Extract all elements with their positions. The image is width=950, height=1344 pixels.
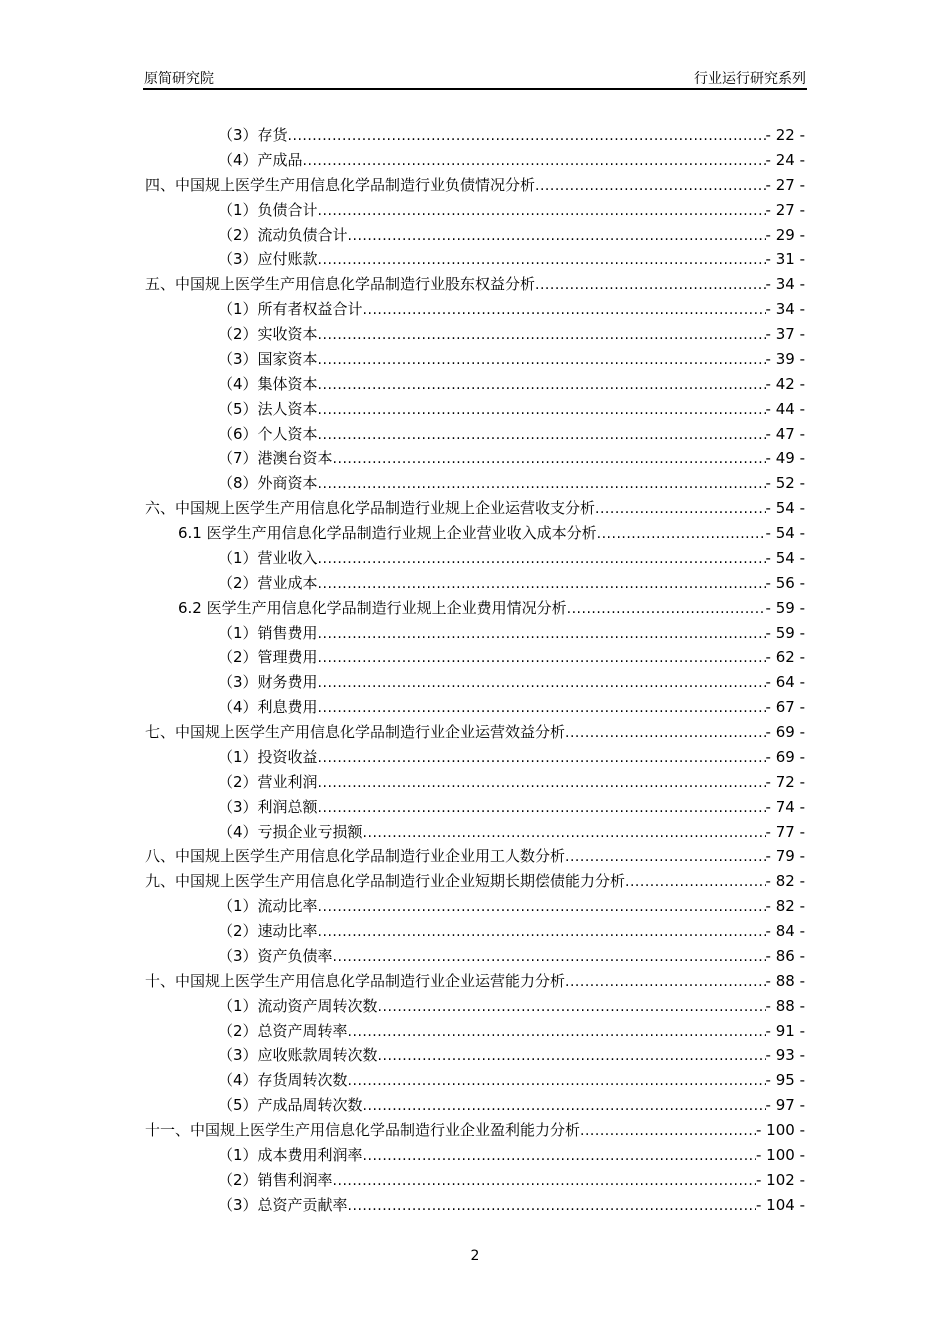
toc-entry-title: （1）所有者权益合计 xyxy=(218,300,363,319)
toc-entry-title: （2）管理费用 xyxy=(218,648,318,667)
toc-entry-title: 六、中国规上医学生产用信息化学品制造行业规上企业运营收支分析 xyxy=(145,499,596,518)
dot-leader xyxy=(565,974,766,990)
toc-entry-title: （4）亏损企业亏损额 xyxy=(218,822,363,841)
toc-entry[interactable] xyxy=(145,447,805,472)
dot-leader xyxy=(318,327,766,343)
toc-entry-page: - 27 - xyxy=(765,175,805,194)
toc-entry-page: - 59 - xyxy=(765,598,805,617)
toc-entry[interactable] xyxy=(145,1069,805,1094)
toc-entry[interactable] xyxy=(145,174,805,199)
toc-entry-page: - 31 - xyxy=(765,250,805,269)
toc-entry-page: - 39 - xyxy=(765,349,805,368)
toc-entry[interactable] xyxy=(145,1044,805,1069)
toc-entry[interactable] xyxy=(145,423,805,448)
toc-entry-page: - 22 - xyxy=(765,126,805,144)
toc-entry-title: （3）应收账款周转次数 xyxy=(218,1046,378,1065)
toc-entry-page: - 97 - xyxy=(765,1096,805,1115)
toc-entry-page: - 82 - xyxy=(765,897,805,916)
header-divider xyxy=(143,88,807,90)
toc-entry[interactable] xyxy=(145,597,805,622)
toc-entry-title: （8）外商资本 xyxy=(218,474,318,493)
dot-leader xyxy=(595,501,766,517)
toc-entry-title: （3）利润总额 xyxy=(218,797,318,816)
toc-entry-title: （3）总资产贡献率 xyxy=(218,1195,348,1214)
toc-entry-title: （3）财务费用 xyxy=(218,673,318,692)
toc-entry-title: （1）负债合计 xyxy=(218,200,318,219)
toc-entry-page: - 100 - xyxy=(756,1145,805,1164)
dot-leader xyxy=(378,1048,766,1064)
toc-entry-page: - 95 - xyxy=(765,1071,805,1090)
toc-entry-page: - 74 - xyxy=(765,797,805,816)
toc-entry-title: （2）营业利润 xyxy=(218,772,318,791)
toc-entry-title: （4）集体资本 xyxy=(218,374,318,393)
toc-entry-page: - 104 - xyxy=(756,1195,805,1214)
toc-entry-page: - 29 - xyxy=(765,225,805,244)
toc-entry-title: 九、中国规上医学生产用信息化学品制造行业企业短期长期偿债能力分析 xyxy=(145,872,626,891)
toc-entry[interactable] xyxy=(145,622,805,647)
toc-entry[interactable] xyxy=(145,373,805,398)
dot-leader xyxy=(535,178,766,194)
toc-entry[interactable] xyxy=(145,1020,805,1045)
dot-leader xyxy=(318,551,766,567)
header-organization: 原简研究院 xyxy=(144,71,214,87)
toc-entry-title: （3）存货 xyxy=(218,126,288,144)
toc-entry-title: 七、中国规上医学生产用信息化学品制造行业企业运营效益分析 xyxy=(145,723,566,741)
dot-leader xyxy=(318,775,766,791)
dot-leader xyxy=(348,1024,766,1040)
toc-entry-page: - 79 - xyxy=(765,847,805,866)
toc-entry[interactable] xyxy=(145,323,805,348)
dot-leader xyxy=(378,999,766,1015)
toc-entry[interactable] xyxy=(145,1119,805,1144)
toc-entry-title: （4）利息费用 xyxy=(218,698,318,717)
toc-entry[interactable] xyxy=(145,771,805,796)
toc-entry[interactable] xyxy=(145,522,805,547)
toc-entry[interactable] xyxy=(145,895,805,920)
toc-entry[interactable] xyxy=(145,1169,805,1194)
toc-entry[interactable] xyxy=(145,945,805,970)
dot-leader xyxy=(363,1148,756,1164)
toc-entry-page: - 54 - xyxy=(765,548,805,567)
header-series-title: 行业运行研究系列 xyxy=(694,71,806,87)
toc-entry[interactable] xyxy=(145,845,805,870)
toc-entry-title: （2）总资产周转率 xyxy=(218,1021,348,1040)
toc-entry-title: （1）成本费用利润率 xyxy=(218,1145,363,1164)
toc-entry[interactable] xyxy=(145,920,805,945)
toc-entry-page: - 69 - xyxy=(765,747,805,766)
toc-entry[interactable] xyxy=(145,821,805,846)
toc-entry[interactable] xyxy=(145,547,805,572)
toc-entry-title: （1）流动资产周转次数 xyxy=(218,996,378,1015)
toc-entry[interactable] xyxy=(145,298,805,323)
toc-entry-page: - 24 - xyxy=(765,150,805,169)
toc-entry-title: 十、中国规上医学生产用信息化学品制造行业企业运营能力分析 xyxy=(145,971,566,990)
toc-entry-title: （2）流动负债合计 xyxy=(218,225,348,244)
dot-leader xyxy=(318,427,766,443)
toc-entry-title: （5）产成品周转次数 xyxy=(218,1096,363,1115)
dot-leader xyxy=(580,1123,756,1139)
dot-leader xyxy=(318,650,766,666)
toc-entry-title: （4）产成品 xyxy=(218,150,303,169)
dot-leader xyxy=(625,874,766,890)
dot-leader xyxy=(565,725,766,741)
toc-entry-page: - 49 - xyxy=(765,449,805,468)
toc-entry-page: - 34 - xyxy=(765,275,805,294)
toc-entry[interactable] xyxy=(145,472,805,497)
toc-entry-page: - 47 - xyxy=(765,424,805,443)
dot-leader xyxy=(348,228,766,244)
toc-entry-page: - 56 - xyxy=(765,573,805,592)
toc-entry[interactable] xyxy=(145,1094,805,1119)
toc-entry-page: - 84 - xyxy=(765,922,805,940)
toc-entry[interactable] xyxy=(145,970,805,995)
dot-leader xyxy=(348,1073,766,1089)
dot-leader xyxy=(363,302,766,318)
toc-entry-title: （1）流动比率 xyxy=(218,897,318,916)
toc-entry-title: （2）销售利润率 xyxy=(218,1170,333,1189)
toc-entry[interactable] xyxy=(145,1194,805,1219)
toc-entry[interactable] xyxy=(145,671,805,696)
dot-leader xyxy=(565,849,766,865)
toc-entry-title: （2）营业成本 xyxy=(218,573,318,592)
dot-leader xyxy=(535,277,766,293)
toc-entry-title: （3）应付账款 xyxy=(218,250,318,269)
toc-entry-page: - 91 - xyxy=(765,1021,805,1040)
dot-leader xyxy=(318,576,766,592)
toc-entry-page: - 88 - xyxy=(765,996,805,1015)
toc-entry-page: - 77 - xyxy=(765,822,805,841)
dot-leader xyxy=(348,1198,756,1214)
toc-entry-title: （3）国家资本 xyxy=(218,349,318,368)
page-number: 2 xyxy=(470,1248,480,1264)
dot-leader xyxy=(318,800,766,816)
toc-entry-page: - 88 - xyxy=(765,971,805,990)
toc-entry-title: 八、中国规上医学生产用信息化学品制造行业企业用工人数分析 xyxy=(145,847,566,866)
dot-leader xyxy=(318,476,766,492)
table-of-contents xyxy=(145,124,805,1219)
toc-entry-title: （1）销售费用 xyxy=(218,623,318,642)
toc-entry-title: （1）投资收益 xyxy=(218,747,318,766)
toc-entry[interactable] xyxy=(145,796,805,821)
toc-entry-title: 十一、中国规上医学生产用信息化学品制造行业企业盈利能力分析 xyxy=(145,1121,581,1139)
toc-entry-page: - 54 - xyxy=(765,499,805,518)
toc-entry-page: - 69 - xyxy=(765,723,805,741)
toc-entry[interactable] xyxy=(145,348,805,373)
toc-entry-page: - 82 - xyxy=(765,872,805,891)
toc-entry-page: - 100 - xyxy=(756,1121,805,1139)
toc-entry[interactable] xyxy=(145,646,805,671)
toc-entry-title: （2）速动比率 xyxy=(218,922,318,940)
toc-entry[interactable] xyxy=(145,572,805,597)
toc-entry[interactable] xyxy=(145,746,805,771)
dot-leader xyxy=(318,377,766,393)
toc-entry-page: - 37 - xyxy=(765,325,805,343)
dot-leader xyxy=(333,1173,756,1189)
dot-leader xyxy=(303,153,766,169)
toc-entry-title: （4）存货周转次数 xyxy=(218,1071,348,1090)
toc-entry-title: 五、中国规上医学生产用信息化学品制造行业股东权益分析 xyxy=(145,275,536,294)
toc-entry-page: - 44 - xyxy=(765,399,805,418)
toc-entry[interactable] xyxy=(145,124,805,149)
toc-entry-page: - 67 - xyxy=(765,698,805,717)
dot-leader xyxy=(333,451,766,467)
toc-entry[interactable] xyxy=(145,995,805,1020)
toc-entry-title: 四、中国规上医学生产用信息化学品制造行业负债情况分析 xyxy=(145,175,536,194)
toc-entry-page: - 102 - xyxy=(756,1170,805,1189)
dot-leader xyxy=(318,750,766,766)
toc-entry-page: - 59 - xyxy=(765,623,805,642)
dot-leader xyxy=(318,899,766,915)
toc-entry[interactable] xyxy=(145,149,805,174)
toc-entry-title: （2）实收资本 xyxy=(218,325,318,343)
toc-entry-page: - 42 - xyxy=(765,374,805,393)
toc-entry-page: - 54 - xyxy=(765,524,805,542)
toc-entry-page: - 86 - xyxy=(765,946,805,965)
dot-leader xyxy=(363,1098,766,1114)
dot-leader xyxy=(318,252,766,268)
toc-entry-page: - 93 - xyxy=(765,1046,805,1065)
dot-leader xyxy=(318,924,766,940)
dot-leader xyxy=(318,203,766,219)
dot-leader xyxy=(363,825,766,841)
toc-entry[interactable] xyxy=(145,721,805,746)
dot-leader xyxy=(318,675,766,691)
toc-entry-page: - 52 - xyxy=(765,474,805,493)
toc-entry-page: - 72 - xyxy=(765,772,805,791)
toc-entry[interactable] xyxy=(145,398,805,423)
toc-entry[interactable] xyxy=(145,273,805,298)
dot-leader xyxy=(333,949,766,965)
toc-entry-title: 6.2 医学生产用信息化学品制造行业规上企业费用情况分析 xyxy=(178,598,567,617)
toc-entry[interactable] xyxy=(145,696,805,721)
toc-entry[interactable] xyxy=(145,497,805,522)
toc-entry[interactable] xyxy=(145,199,805,224)
toc-entry-title: （1）营业收入 xyxy=(218,548,318,567)
toc-entry-page: - 27 - xyxy=(765,200,805,219)
dot-leader xyxy=(318,402,766,418)
toc-entry-title: （7）港澳台资本 xyxy=(218,449,333,468)
toc-entry-title: 6.1 医学生产用信息化学品制造行业规上企业营业收入成本分析 xyxy=(178,524,597,542)
toc-entry-page: - 34 - xyxy=(765,300,805,319)
dot-leader xyxy=(318,626,766,642)
toc-entry-page: - 64 - xyxy=(765,673,805,692)
dot-leader xyxy=(318,700,766,716)
dot-leader xyxy=(318,352,766,368)
dot-leader xyxy=(597,526,766,542)
toc-entry[interactable] xyxy=(145,870,805,895)
dot-leader xyxy=(567,601,766,617)
toc-entry-page: - 62 - xyxy=(765,648,805,667)
toc-entry[interactable] xyxy=(145,224,805,249)
dot-leader xyxy=(288,128,766,144)
toc-entry-title: （3）资产负债率 xyxy=(218,946,333,965)
toc-entry[interactable] xyxy=(145,248,805,273)
toc-entry[interactable] xyxy=(145,1144,805,1169)
toc-entry-title: （6）个人资本 xyxy=(218,424,318,443)
toc-entry-title: （5）法人资本 xyxy=(218,399,318,418)
